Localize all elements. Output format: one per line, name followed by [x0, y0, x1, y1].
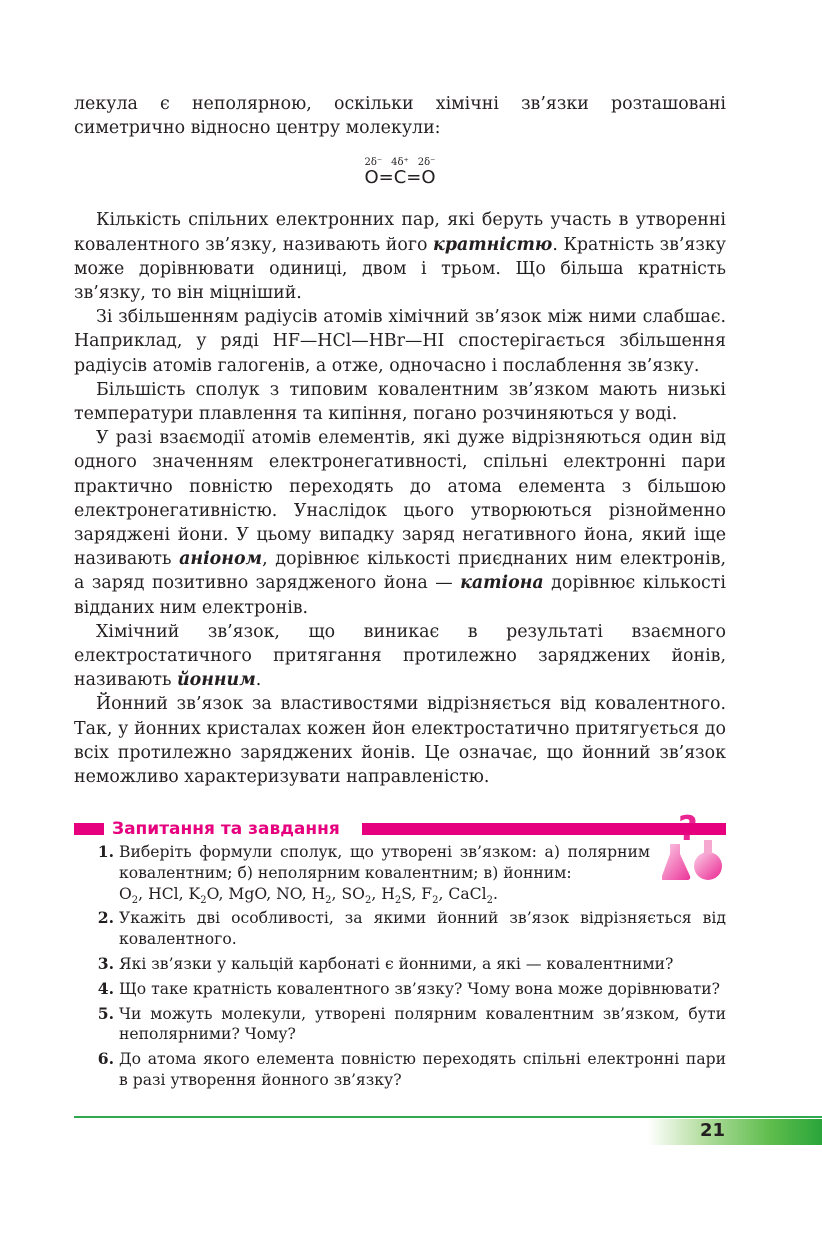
section-title: Запитання та завдання: [112, 819, 340, 839]
main-text: [74, 92, 726, 789]
question-item: 5. Чи можуть молекули, утворені полярним ковалентним зв’язком, бути неполярними? Чому?: [97, 1003, 726, 1044]
questions-section: [74, 818, 726, 1095]
section-header: [74, 818, 726, 840]
question-item: 6. До атома якого елемента повністю переходять спільні електронні пари в разі утворення йонного зв’язку?: [97, 1049, 726, 1089]
question-item: 4. Що таке кратність ковалентного зв’язку? Чому вона може дорівнювати?: [97, 978, 721, 998]
question-item: 1. Виберіть формули сполук, що утворені зв’язком: а) полярним ковалентним; б) неполярним ковалентним; в) йонним: $O_2$, HCl, $K_2O$, MgO, NO, $H_2$, $SO_2$, $H_2S$, $F_2$, CaCl$_2$.: [97, 842, 650, 906]
charge-c: 4δ⁺: [391, 157, 409, 169]
paragraph-ions: У разі взаємодії атомів елементів, які дуже відрізняються один від одного значенням електронегативності, спільні електронні пари практично повністю переходять до атома елемента з більшою електронегативністю. Унаслідок цього утворюються різнойменно заряджені йони. У цьому випадку заряд негативного йона, який іще називають аніоном, дорівнює кількості приєднаних ним електронів, а заряд позитивно зарядженого йона — катіона дорівнює кількості відданих ним електронів.: [74, 428, 727, 618]
term-anion: аніоном: [179, 549, 263, 570]
intro-text: лекула є неполярною, оскільки хімічні зв’язки розташовані симетрично відносно центру молекули:: [74, 94, 726, 139]
question-item: 3. Які зв’язки у кальцій карбонаті є йонними, а які — ковалентними?: [97, 953, 674, 973]
page-number-bar: [648, 1119, 822, 1145]
charge-o-right: 2δ⁻: [417, 157, 436, 169]
footer-divider: [74, 1116, 822, 1118]
header-bar-right: [362, 823, 726, 835]
charge-o-left: 2δ⁻: [364, 157, 383, 169]
header-bar-left: [74, 823, 104, 835]
formula-list: $O_2$, HCl, $K_2O$, MgO, NO, $H_2$, $SO_2$, $H_2S$, $F_2$, CaCl$_2$.: [119, 884, 498, 906]
page-number: 21: [700, 1120, 726, 1141]
term-multiplicity: кратністю: [433, 234, 553, 255]
paragraph-melting: Більшість сполук з типовим ковалентним зв’язком мають низькі температури плавлення та кипіння, погано розчиняються у воді.: [74, 379, 726, 425]
term-ionic: йонним: [176, 670, 256, 691]
question-list: [74, 842, 726, 1091]
co2-formula: [74, 158, 726, 188]
paragraph-multiplicity: Кількість спільних електронних пар, які беруть участь в утворенні ковалентного зв’язку, називають його кратністю. Кратність зв’язку може дорівнювати одиниці, двом і трьом. Що більша кратність зв’язку, то він міцніший.: [74, 210, 726, 304]
paragraph-ionic-properties: Йонний зв’язок за властивостями відрізняється від ковалентного. Так, у йонних кристалах кожен йон електростатично притягується до всіх протилежно заряджених йонів. Це означає, що йонний зв’язок неможливо характеризувати направленістю.: [74, 694, 726, 788]
paragraph-radius: Зі збільшенням радіусів атомів хімічний зв’язок між ними слабшає. Наприклад, у ряді HF—HCl—HBr—HI спостерігається збільшення радіусів атомів галогенів, а отже, одночасно і послаблення зв’язку.: [74, 307, 726, 376]
question-item: 2. Укажіть дві особливості, за якими йонний зв’язок відрізняється від ковалентного.: [97, 908, 726, 949]
paragraph-ionic-definition: Хімічний зв’язок, що виникає в результаті взаємного електростатичного притягання протилежно заряджених йонів, називають йонним.: [74, 621, 726, 691]
term-cation: катіона: [460, 573, 544, 594]
formula-text: O=C=O: [364, 167, 436, 189]
